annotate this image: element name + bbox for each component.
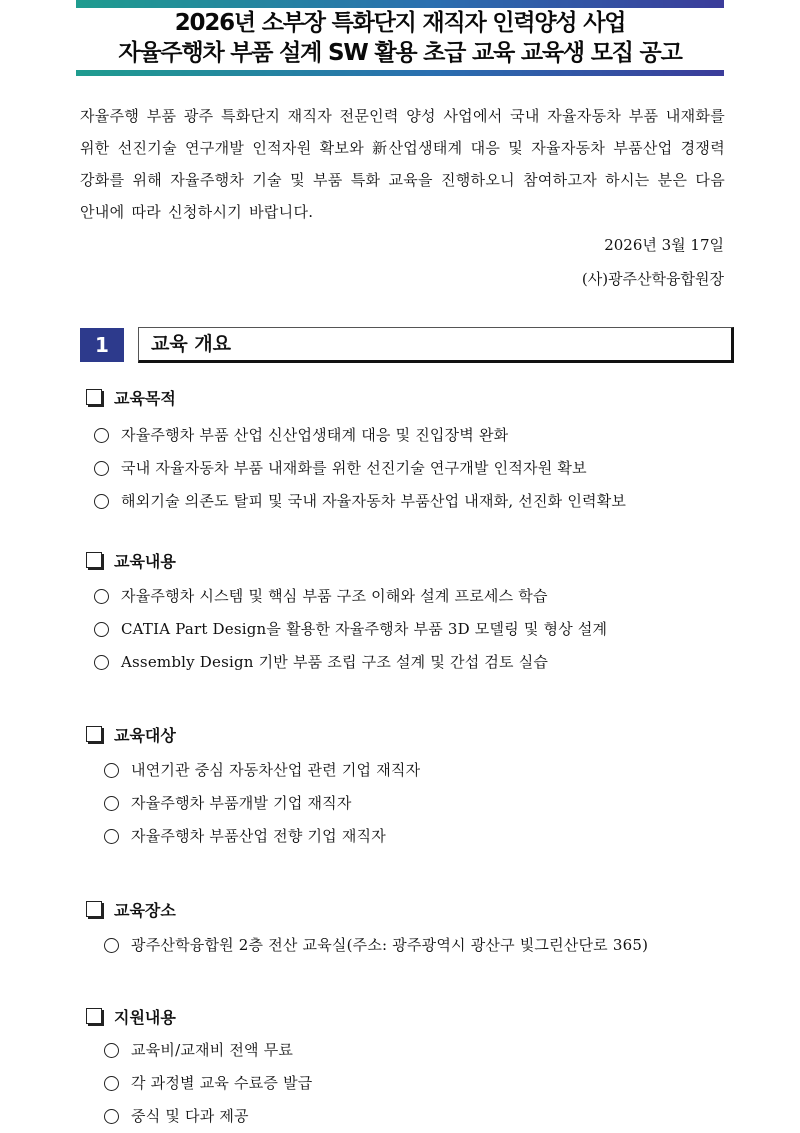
list-item-text: Assembly Design 기반 부품 조립 구조 설계 및 간섭 검토 실습 xyxy=(121,653,549,671)
circle-bullet-icon xyxy=(104,938,119,953)
circle-bullet-icon xyxy=(104,1076,119,1091)
circle-bullet-icon xyxy=(94,428,109,443)
intro-paragraph: 자율주행 부품 광주 특화단지 재직자 전문인력 양성 사업에서 국내 자율자동차 부품 내재화를 위한 선진기술 연구개발 인적자원 확보와 新산업생태계 대응 및 자율자동차 부품산업 경쟁력 강화를 위해 자율주행차 기술 및 부품 특화 교육을 진행하오니 참여하고자 하시는 분은 다음 안내에 따라 신청하시기 바랍니다. xyxy=(80,107,725,221)
list-item-text: CATIA Part Design을 활용한 자율주행차 부품 3D 모델링 및 형상 설계 xyxy=(121,620,608,638)
title-line-2: 자율주행차 부품 설계 SW 활용 초급 교육 교육생 모집 공고 xyxy=(118,40,682,66)
group-support xyxy=(80,1002,740,1133)
list-item xyxy=(104,754,740,787)
list-item-text: 중식 및 다과 제공 xyxy=(131,1107,249,1125)
group-purpose xyxy=(80,383,740,518)
circle-bullet-icon xyxy=(104,829,119,844)
title-top-bar xyxy=(76,0,724,8)
circle-bullet-icon xyxy=(94,461,109,476)
page-title xyxy=(76,8,724,68)
group-heading-label: 교육장소 xyxy=(114,900,176,920)
section-title: 교육 개요 xyxy=(138,327,734,363)
circle-bullet-icon xyxy=(104,796,119,811)
checkbox-square-icon xyxy=(86,901,102,917)
list-item xyxy=(104,1067,740,1100)
group-heading-label: 지원내용 xyxy=(114,1007,176,1027)
list-item-text: 해외기술 의존도 탈피 및 국내 자율자동차 부품산업 내재화, 선진화 인력확보 xyxy=(121,492,627,510)
list-item xyxy=(104,820,740,853)
issuing-organization: (사)광주산학융합원장 xyxy=(581,270,724,288)
list-item-text: 자율주행차 시스템 및 핵심 부품 구조 이해와 설계 프로세스 학습 xyxy=(121,587,548,605)
list-item-text: 교육비/교재비 전액 무료 xyxy=(131,1041,294,1059)
list-item xyxy=(104,1034,740,1067)
group-target xyxy=(80,720,740,853)
group-content xyxy=(80,546,740,679)
section-number-badge: 1 xyxy=(80,328,124,362)
list-item-text: 자율주행차 부품개발 기업 재직자 xyxy=(131,794,352,812)
circle-bullet-icon xyxy=(94,655,109,670)
list-item-text: 국내 자율자동차 부품 내재화를 위한 선진기술 연구개발 인적자원 확보 xyxy=(121,459,587,477)
list-item xyxy=(94,646,740,679)
circle-bullet-icon xyxy=(104,1043,119,1058)
notice-date: 2026년 3월 17일 xyxy=(604,236,724,254)
list-item-text: 광주산학융합원 2층 전산 교육실(주소: 광주광역시 광산구 빛그린산단로 365) xyxy=(131,936,649,954)
title-line-1: 2026년 소부장 특화단지 재직자 인력양성 사업 xyxy=(174,10,626,36)
circle-bullet-icon xyxy=(94,622,109,637)
checkbox-square-icon xyxy=(86,389,102,405)
group-heading-label: 교육목적 xyxy=(114,388,176,408)
circle-bullet-icon xyxy=(104,763,119,778)
list-item xyxy=(94,613,740,646)
list-item xyxy=(104,929,740,962)
group-heading xyxy=(80,546,740,574)
checkbox-square-icon xyxy=(86,552,102,568)
group-heading-label: 교육내용 xyxy=(114,551,176,571)
list-item xyxy=(94,485,740,518)
list-item xyxy=(104,1100,740,1133)
group-heading xyxy=(80,383,740,411)
title-bottom-bar xyxy=(76,70,724,76)
checkbox-square-icon xyxy=(86,1008,102,1024)
list-item xyxy=(104,787,740,820)
checkbox-square-icon xyxy=(86,726,102,742)
circle-bullet-icon xyxy=(104,1109,119,1124)
circle-bullet-icon xyxy=(94,494,109,509)
circle-bullet-icon xyxy=(94,589,109,604)
list-item-text: 내연기관 중심 자동차산업 관련 기업 재직자 xyxy=(131,761,421,779)
list-item-text: 자율주행차 부품산업 전향 기업 재직자 xyxy=(131,827,386,845)
list-item xyxy=(94,580,740,613)
list-item-text: 각 과정별 교육 수료증 발급 xyxy=(131,1074,313,1092)
list-item-text: 자율주행차 부품 산업 신산업생태계 대응 및 진입장벽 완화 xyxy=(121,426,509,444)
group-location xyxy=(80,895,740,962)
list-item xyxy=(94,419,740,452)
group-heading-label: 교육대상 xyxy=(114,725,176,745)
group-heading xyxy=(80,895,740,923)
group-heading xyxy=(80,1002,740,1030)
group-heading xyxy=(80,720,740,748)
list-item xyxy=(94,452,740,485)
